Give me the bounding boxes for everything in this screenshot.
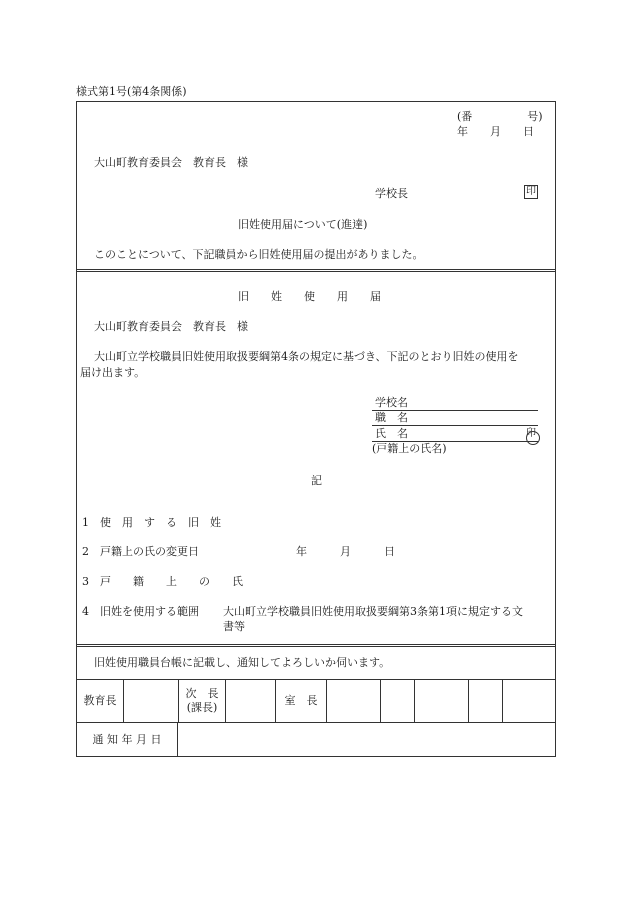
position-label: 職 名 xyxy=(375,411,408,424)
section-divider-2 xyxy=(76,644,556,645)
approval-text: 旧姓使用職員台帳に記載し、通知してよろしいか伺います。 xyxy=(94,656,391,669)
name-label: 氏 名 xyxy=(375,427,408,440)
report-body: このことについて、下記職員から旧姓使用届の提出がありました。 xyxy=(94,248,424,261)
report-number: (番 号) xyxy=(457,110,543,123)
report-title: 旧姓使用届について(進達) xyxy=(238,218,368,231)
item-1-num: 1 xyxy=(82,516,89,529)
chief-cell: 室 長 xyxy=(284,694,318,707)
report-addressee: 大山町教育委員会 教育長 様 xyxy=(94,156,248,169)
item-4-value-line2: 書等 xyxy=(223,620,245,633)
table-col-6 xyxy=(380,679,381,722)
ki-label: 記 xyxy=(311,474,322,487)
notification-date-label: 通 知 年 月 日 xyxy=(92,733,162,746)
table-col-8 xyxy=(468,679,469,722)
deputy-line1: 次 長 xyxy=(185,687,219,700)
table-col-notify xyxy=(177,722,178,757)
notice-body-line1: 大山町立学校職員旧姓使用取扱要綱第4条の規定に基づき、下記のとおり旧姓の使用を xyxy=(94,350,519,363)
report-seal: 印 xyxy=(526,186,536,197)
notice-title: 旧 姓 使 用 届 xyxy=(238,290,381,303)
item-2-value: 年 月 日 xyxy=(296,545,395,558)
seal-circle xyxy=(526,431,540,445)
position-underline xyxy=(372,425,538,426)
section-divider-1 xyxy=(76,269,556,270)
form-id: 様式第1号(第4条関係) xyxy=(76,85,187,98)
table-col-5 xyxy=(326,679,327,722)
family-register-name: (戸籍上の氏名) xyxy=(372,442,447,455)
table-col-3 xyxy=(225,679,226,722)
item-1-label: 使 用 す る 旧 姓 xyxy=(100,516,221,529)
name-seal: 印 xyxy=(526,428,536,439)
table-col-9 xyxy=(502,679,503,722)
item-4-num: 4 xyxy=(82,605,89,618)
item-2-num: 2 xyxy=(82,545,89,558)
deputy-line2: (課長) xyxy=(186,701,218,714)
table-col-1 xyxy=(123,679,124,722)
notice-addressee: 大山町教育委員会 教育長 様 xyxy=(94,320,248,333)
notice-body-line2: 届け出ます。 xyxy=(80,366,146,379)
deputy-cell xyxy=(179,680,225,722)
item-2-label: 戸籍上の氏の変更日 xyxy=(100,545,199,558)
school-name-label: 学校名 xyxy=(375,396,408,409)
report-date: 年 月 日 xyxy=(457,125,534,138)
item-4-value-line1: 大山町立学校職員旧姓使用取扱要綱第3条第1項に規定する文 xyxy=(223,605,523,618)
table-col-7 xyxy=(414,679,415,722)
section-divider-2b xyxy=(76,646,556,647)
section-divider-1b xyxy=(76,271,556,272)
report-sender: 学校長 xyxy=(375,187,408,200)
item-3-label: 戸 籍 上 の 氏 xyxy=(100,575,243,588)
item-4-label: 旧姓を使用する範囲 xyxy=(100,605,199,618)
superintendent-cell: 教育長 xyxy=(83,694,117,707)
item-3-num: 3 xyxy=(82,575,89,588)
